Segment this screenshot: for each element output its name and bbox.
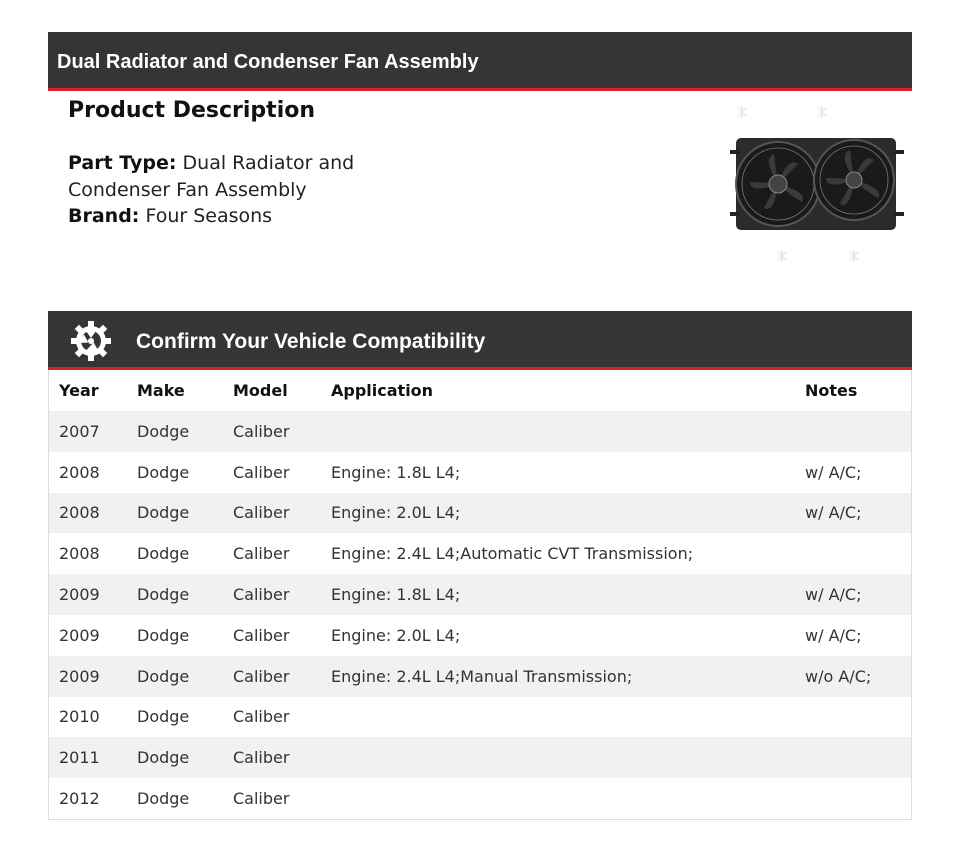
header-model: Model — [233, 381, 288, 400]
cell-year: 2008 — [59, 462, 100, 482]
cell-application — [331, 737, 805, 778]
gear-icon — [70, 320, 112, 362]
cell-model: Caliber — [233, 544, 290, 564]
compatibility-banner-text: Confirm Your Vehicle Compatibility — [136, 330, 486, 353]
cell-model: Caliber — [233, 737, 331, 778]
table-row — [49, 411, 911, 452]
cell-notes — [805, 411, 911, 452]
cell-application: Engine: 2.4L L4;Automatic CVT Transmission; — [331, 544, 694, 564]
brand-line — [68, 203, 448, 230]
compatibility-table — [49, 370, 911, 819]
product-description-body — [68, 150, 448, 230]
cell-year: 2008 — [49, 493, 137, 534]
brand-label: Brand: — [68, 205, 140, 227]
cell-model: Caliber — [233, 493, 331, 534]
table-row — [49, 778, 911, 819]
cell-notes — [805, 778, 911, 819]
cell-notes — [805, 737, 911, 778]
cell-make: Dodge — [137, 544, 190, 564]
part-type-line — [68, 150, 448, 203]
cell-year: 2011 — [49, 737, 137, 778]
cell-notes: w/ A/C; — [805, 625, 862, 645]
table-row — [49, 533, 911, 574]
brand-value: Four Seasons — [145, 205, 273, 227]
cell-make: Dodge — [137, 574, 233, 615]
table-header-row — [49, 370, 911, 411]
compatibility-table-container — [48, 370, 912, 820]
radiator-fan-assembly-image — [726, 100, 912, 275]
cell-make: Dodge — [137, 707, 190, 727]
cell-model: Caliber — [233, 411, 331, 452]
cell-make: Dodge — [137, 656, 233, 697]
cell-application: Engine: 2.0L L4; — [331, 493, 805, 534]
cell-application — [331, 697, 805, 738]
cell-application: Engine: 1.8L L4; — [331, 574, 805, 615]
cell-notes — [805, 533, 911, 574]
cell-model: Caliber — [233, 656, 331, 697]
cell-application: Engine: 2.4L L4;Manual Transmission; — [331, 656, 805, 697]
cell-year: 2008 — [59, 544, 100, 564]
cell-make: Dodge — [137, 411, 233, 452]
cell-make: Dodge — [137, 625, 190, 645]
table-row — [49, 615, 911, 656]
cell-model: Caliber — [233, 462, 290, 482]
compatibility-banner — [48, 311, 912, 370]
cell-model: Caliber — [233, 574, 331, 615]
header-make: Make — [137, 381, 185, 400]
cell-year: 2007 — [49, 411, 137, 452]
cell-application — [331, 778, 805, 819]
table-row — [49, 452, 911, 493]
cell-year: 2009 — [59, 625, 100, 645]
table-row — [49, 656, 911, 697]
cell-application: Engine: 2.0L L4; — [331, 625, 461, 645]
part-type-value: Dual Radiator and Condenser Fan Assembly — [68, 152, 355, 201]
cell-notes — [805, 697, 911, 738]
cell-make: Dodge — [137, 493, 233, 534]
part-type-label: Part Type: — [68, 152, 177, 174]
cell-notes: w/ A/C; — [805, 493, 911, 534]
cell-notes: w/ A/C; — [805, 462, 862, 482]
cell-model: Caliber — [233, 625, 290, 645]
cell-notes: w/o A/C; — [805, 656, 911, 697]
cell-year: 2009 — [49, 574, 137, 615]
header-application: Application — [331, 381, 434, 400]
cell-year: 2012 — [59, 789, 100, 809]
table-row — [49, 493, 911, 534]
table-row — [49, 697, 911, 738]
cell-year: 2009 — [49, 656, 137, 697]
table-row — [49, 737, 911, 778]
header-year: Year — [59, 381, 99, 400]
cell-application — [331, 411, 805, 452]
cell-make: Dodge — [137, 462, 190, 482]
cell-notes: w/ A/C; — [805, 574, 911, 615]
header-notes: Notes — [805, 381, 858, 400]
cell-make: Dodge — [137, 789, 190, 809]
cell-make: Dodge — [137, 737, 233, 778]
product-description-heading: Product Description — [68, 98, 316, 123]
cell-year: 2010 — [59, 707, 100, 727]
cell-model: Caliber — [233, 707, 290, 727]
cell-application: Engine: 1.8L L4; — [331, 462, 461, 482]
table-row — [49, 574, 911, 615]
title-banner-text: Dual Radiator and Condenser Fan Assembly — [57, 51, 479, 73]
cell-model: Caliber — [233, 789, 290, 809]
title-banner — [48, 32, 912, 91]
